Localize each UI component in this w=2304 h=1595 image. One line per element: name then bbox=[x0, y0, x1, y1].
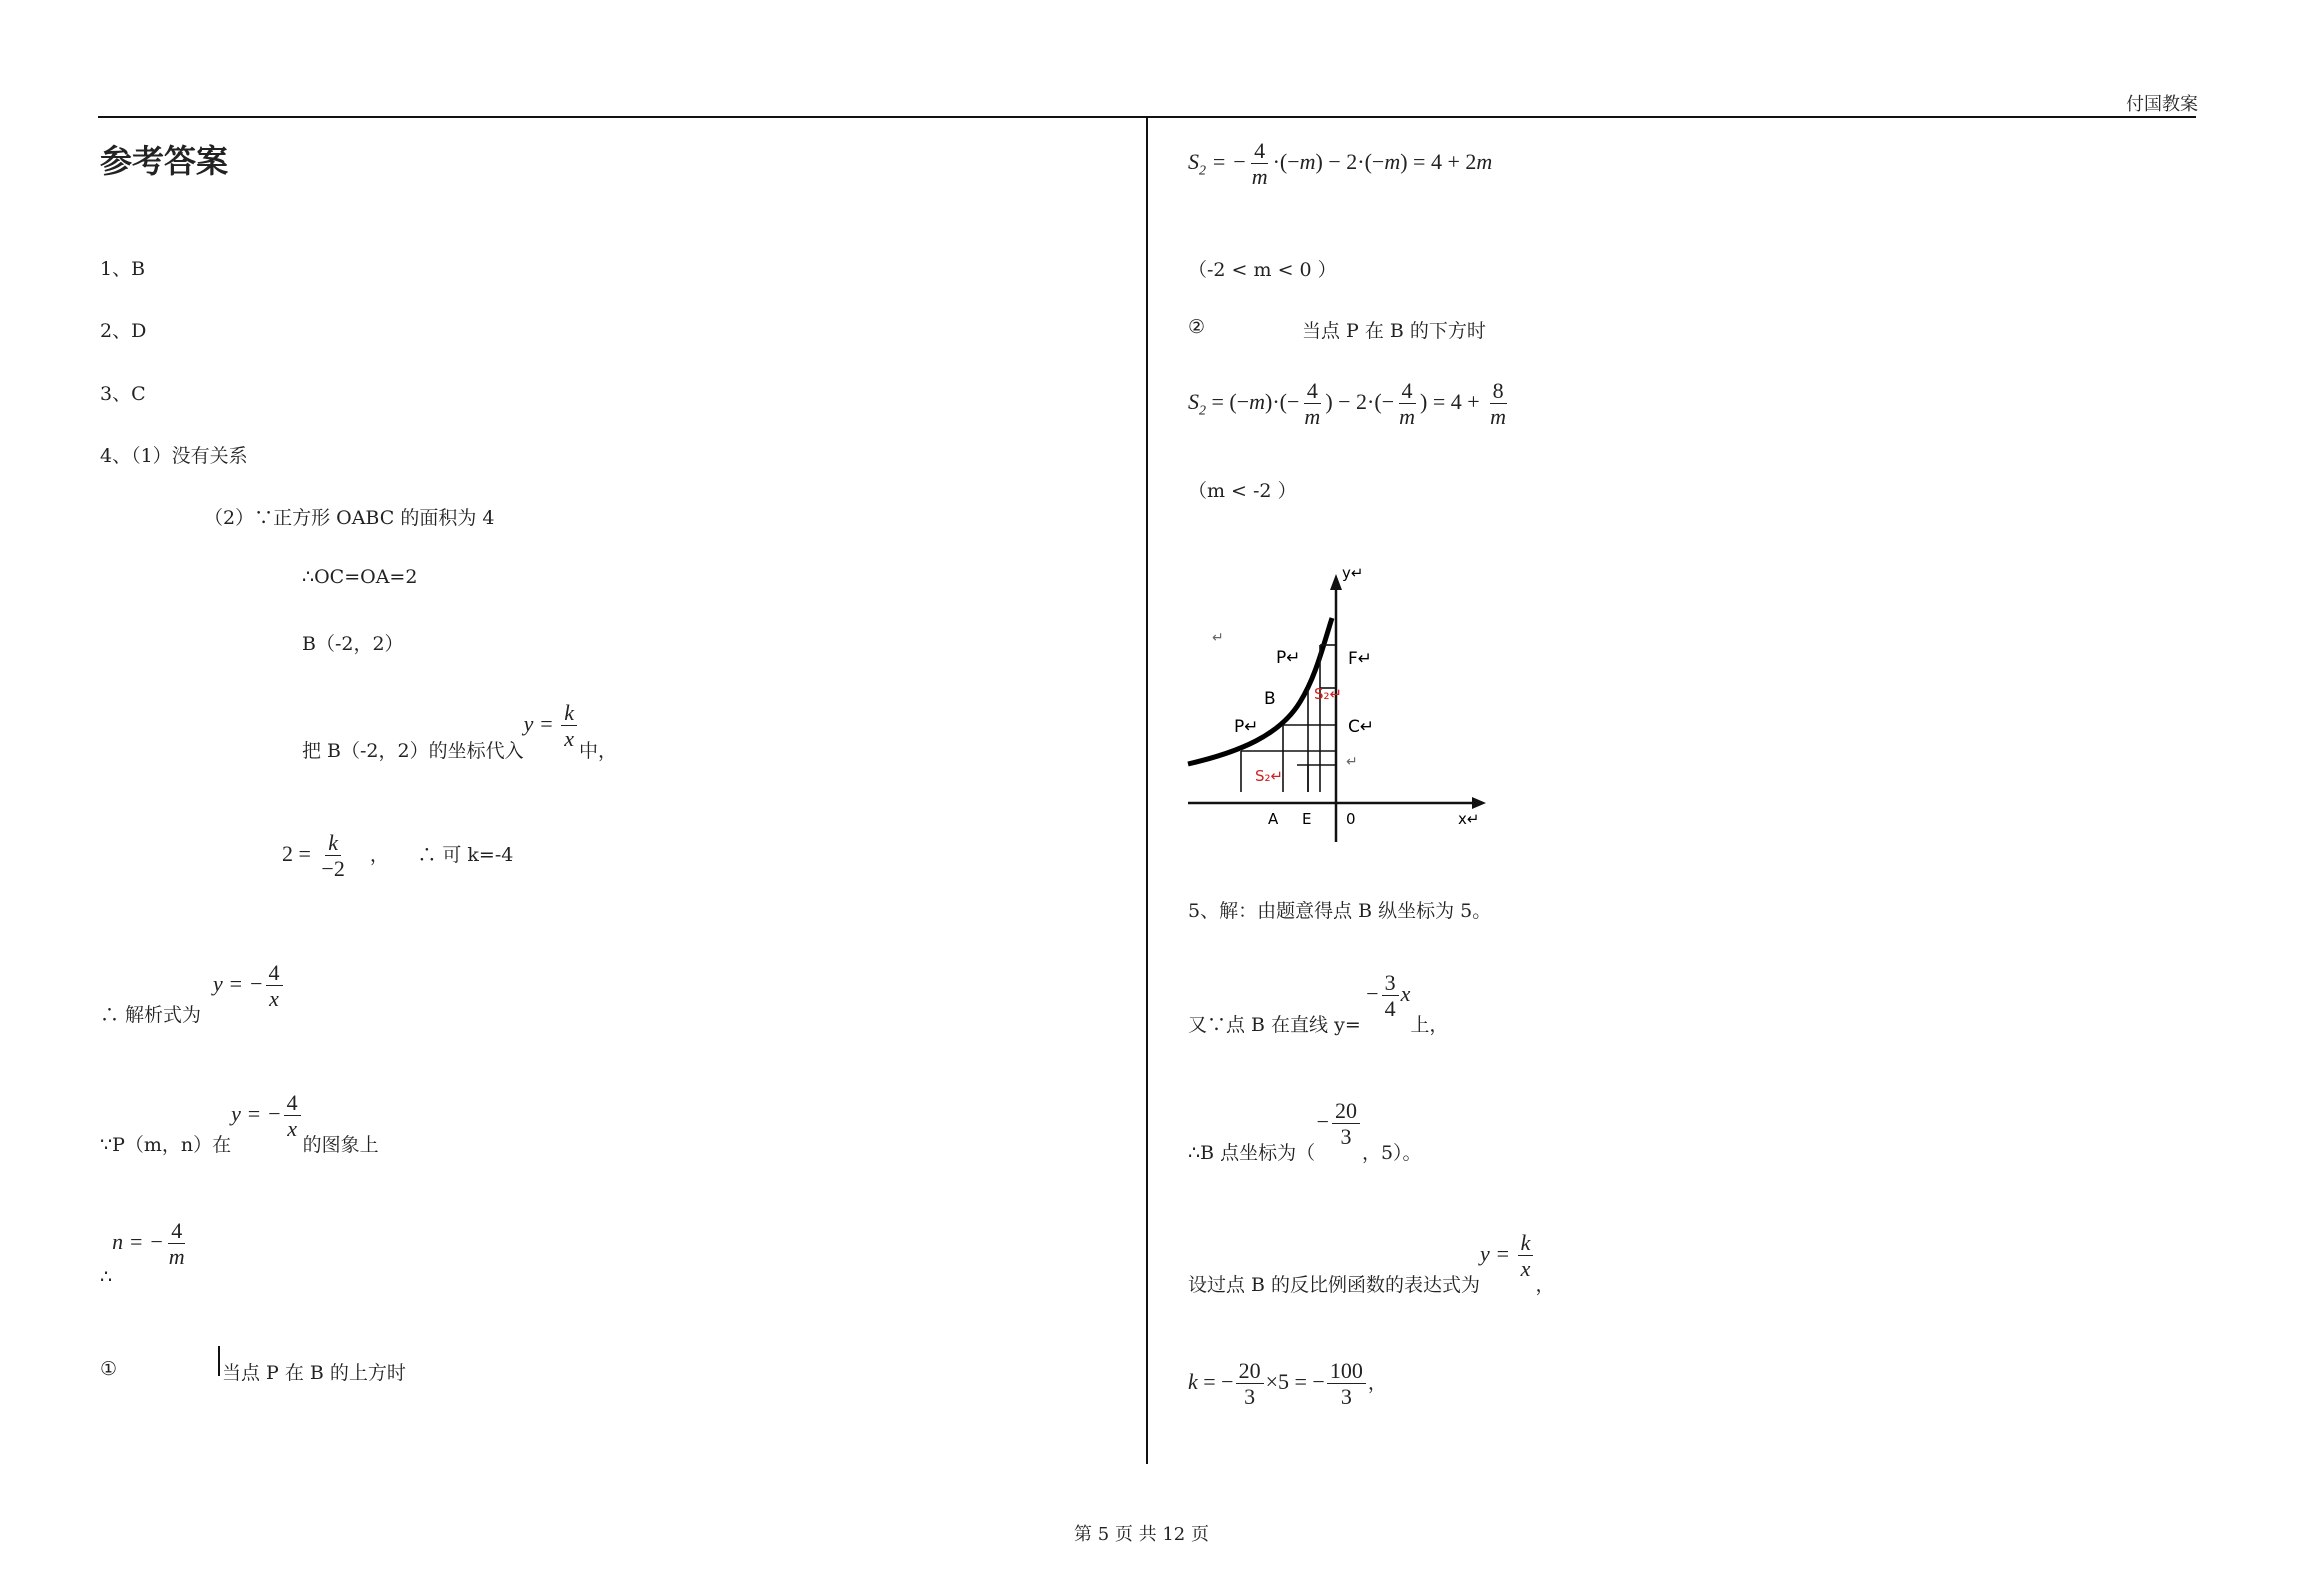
range-1: （-2 < m < 0 ） bbox=[1188, 259, 1337, 281]
answer-1: 1、B bbox=[100, 258, 146, 280]
n-line: ∴n = − $\frac{4}{m}$ bbox=[100, 1218, 190, 1288]
equation-k-line: 2 = $\frac{k}{-2}$ ， ∴ 可 k=-4 bbox=[282, 830, 514, 882]
line-b-text: 又∵点 B 在直线 y=− $\frac{3}{4}$ x上， bbox=[1188, 970, 1449, 1036]
label-p-top: P↵ bbox=[1276, 648, 1301, 668]
label-origin: 0 bbox=[1346, 810, 1356, 828]
formula-minus-3-over-4-x: − $\frac{3}{4}$ x bbox=[1364, 970, 1411, 1022]
formula-2-eq-k-over-minus2: 2 = $\frac{k}{-2}$ bbox=[282, 830, 345, 882]
case-1-num: ① bbox=[100, 1358, 118, 1380]
formula-minus-20-over-3: − $\frac{20}{3}$ bbox=[1315, 1109, 1362, 1134]
header-label: 付国教案 bbox=[2126, 94, 2198, 115]
x-axis-arrow bbox=[1472, 797, 1486, 809]
label-s2-top: S₂↵ bbox=[1314, 685, 1343, 703]
page-title: 参考答案 bbox=[100, 142, 229, 180]
label-e: E bbox=[1302, 810, 1312, 828]
substitute-line: 把 B（-2，2）的坐标代入y = $\frac{k}{x}$ 中， bbox=[302, 700, 618, 762]
page-number: 第 5 页 共 12 页 bbox=[1074, 1524, 1209, 1545]
case-1-text: 当点 P 在 B 的上方时 bbox=[222, 1362, 406, 1384]
return-mark-2: ↵ bbox=[1346, 754, 1358, 770]
answer-2: 2、D bbox=[100, 320, 147, 342]
formula-y-k-over-x: y = $\frac{k}{x}$ bbox=[524, 711, 579, 736]
hyperbola-curve bbox=[1188, 618, 1332, 764]
function-form-text: 设过点 B 的反比例函数的表达式为y = $\frac{k}{x}$ ， bbox=[1188, 1230, 1555, 1296]
formula-y-minus-4-over-x: y = − $\frac{4}{x}$ bbox=[213, 971, 284, 996]
k-formula: k = − $\frac{20}{3}$ ×5 = − $\frac{100}{3}$ ， bbox=[1188, 1358, 1387, 1410]
label-s2-low: S₂↵ bbox=[1255, 767, 1284, 785]
s2-formula-2: $S_2 = (-m)\cdot(-$ $\frac{4}{m}$ ) − 2·(− $\frac{4}{m}$ ) = 4 + $\frac{8}{m}$ bbox=[1188, 378, 1507, 430]
function-graph bbox=[1180, 560, 1500, 850]
column-divider bbox=[1146, 118, 1148, 1464]
y-axis-arrow bbox=[1330, 574, 1342, 590]
case-2-text: 当点 P 在 B 的下方时 bbox=[1302, 320, 1486, 342]
return-mark-1: ↵ bbox=[1212, 630, 1224, 646]
b-coordinate: B（-2，2） bbox=[302, 633, 404, 655]
b-coord-text: ∴B 点坐标为（− $\frac{20}{3}$ ，5）。 bbox=[1188, 1098, 1422, 1164]
label-x: x↵ bbox=[1458, 810, 1480, 828]
formula-n-minus-4-over-m: n = − $\frac{4}{m}$ bbox=[112, 1218, 185, 1270]
oc-oa-line: ∴OC=OA=2 bbox=[302, 566, 418, 588]
label-a: A bbox=[1268, 810, 1279, 828]
label-f: F↵ bbox=[1348, 649, 1373, 669]
range-2: （m < -2 ） bbox=[1188, 480, 1297, 502]
question-5: 5、解：由题意得点 B 纵坐标为 5。 bbox=[1188, 900, 1492, 922]
label-y: y↵ bbox=[1342, 564, 1364, 582]
text-cursor bbox=[218, 1346, 220, 1376]
answer-3: 3、C bbox=[100, 383, 146, 405]
label-b: B bbox=[1264, 689, 1276, 709]
answer-4: 4、（1）没有关系 bbox=[100, 445, 248, 467]
case-2-num: ② bbox=[1188, 316, 1206, 338]
analytic-line: ∴ 解析式为y = − $\frac{4}{x}$ bbox=[100, 960, 285, 1027]
s2-formula-1: $S_2$ = − $\frac{4}{m}$ ·(−m) − 2·(−m) = 4 + 2m bbox=[1188, 138, 1493, 190]
point-p-line: ∵P（m，n）在y = − $\frac{4}{x}$ 的图象上 bbox=[100, 1090, 379, 1156]
formula-y-k-over-x-2: y = $\frac{k}{x}$ bbox=[1480, 1241, 1535, 1266]
answer-4-part2: （2）∵正方形 OABC 的面积为 4 bbox=[204, 507, 495, 529]
formula-y-minus-4-over-x-2: y = − $\frac{4}{x}$ bbox=[231, 1101, 302, 1126]
label-p-low: P↵ bbox=[1234, 717, 1259, 737]
label-c: C↵ bbox=[1348, 717, 1375, 737]
